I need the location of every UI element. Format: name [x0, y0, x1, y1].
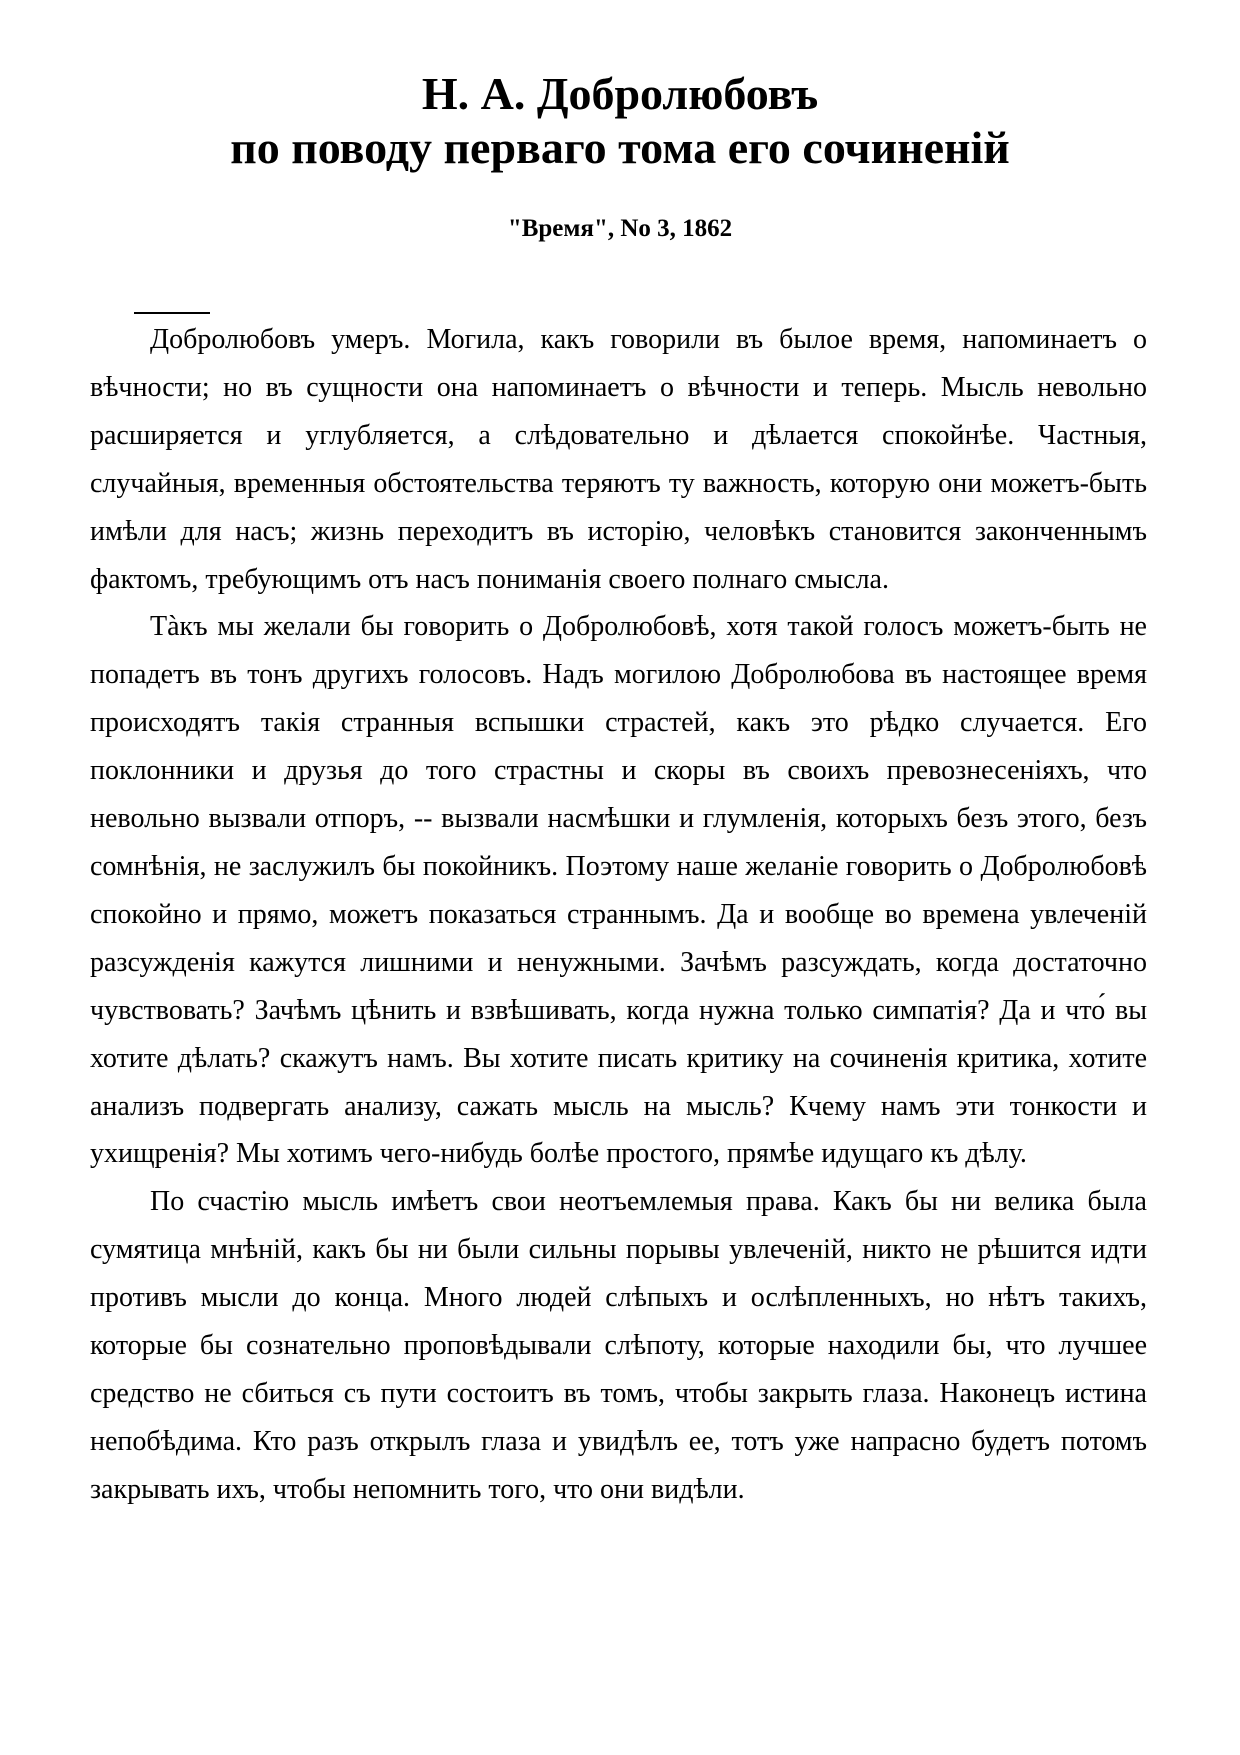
separator-rule — [134, 312, 210, 314]
publication-source: "Время", No 3, 1862 — [507, 215, 733, 242]
paragraph-1: Добролюбовъ умеръ. Могила, какъ говорили въ былое время, напоминаетъ о вѣчности; но въ сущности она напоминаетъ о вѣчности и теперь. Мысль невольно расширяется и углубляется, а слѣдовательно и дѣлается спокойнѣе. Частныя, случайныя, временныя обстоятельства теряютъ ту важность, которую они можетъ-быть имѣли для насъ; жизнь переходитъ въ исторію, человѣкъ становится законченнымъ фактомъ, требующимъ отъ насъ пониманія своего полнаго смысла. — [90, 324, 1147, 595]
document-title-line-1: Н. А. Добролюбовъ — [421, 68, 819, 119]
document-title-line-2: по поводу перваго тома его сочиненій — [230, 122, 1010, 173]
paragraph-2: Тàкъ мы желали бы говорить о Добролюбовѣ, хотя такой голосъ можетъ-быть не попадетъ въ тонъ другихъ голосовъ. Надъ могилою Добролюбова въ настоящее время происходятъ такія странныя вспышки страстей, какъ это рѣдко случается. Его поклонники и друзья до того страстны и скоры въ своихъ превознесеніяхъ, что невольно вызвали отпоръ, -- вызвали насмѣшки и глумленія, которыхъ безъ этого, безъ сомнѣнія, не заслужилъ бы покойникъ. Поэтому наше желаніе говорить о Добролюбовѣ спокойно и прямо, можетъ показаться страннымъ. Да и вообще во времена увлеченій разсужденія кажутся лишними и ненужными. Зачѣмъ разсуждать, когда достаточно чувствовать? Зачѣмъ цѣнить и взвѣшивать, когда нужна только симпатія? Да и что́ вы хотите дѣлать? скажутъ намъ. Вы хотите писать критику на сочиненія критика, хотите анализъ подвергать анализу, сажать мысль на мысль? Кчему намъ эти тонкости и ухищренія? Мы хотимъ чего-нибудь болѣе простого, прямѣе идущаго къ дѣлу. — [90, 611, 1147, 1170]
body-text — [90, 316, 1147, 1514]
paragraph-3: По счастію мысль имѣетъ свои неотъемлемыя права. Какъ бы ни велика была сумятица мнѣній, какъ бы ни были сильны порывы увлеченій, никто не рѣшится идти противъ мысли до конца. Много людей слѣпыхъ и ослѣпленныхъ, но нѣтъ такихъ, которые бы сознательно проповѣдывали слѣпоту, которые находили бы, что лучшее средство не сбиться съ пути состоитъ въ томъ, чтобы закрыть глаза. Наконецъ истина непобѣдима. Кто разъ открылъ глаза и увидѣлъ ее, тотъ уже напрасно будетъ потомъ закрывать ихъ, чтобы непомнить того, что они видѣли. — [90, 1186, 1147, 1505]
